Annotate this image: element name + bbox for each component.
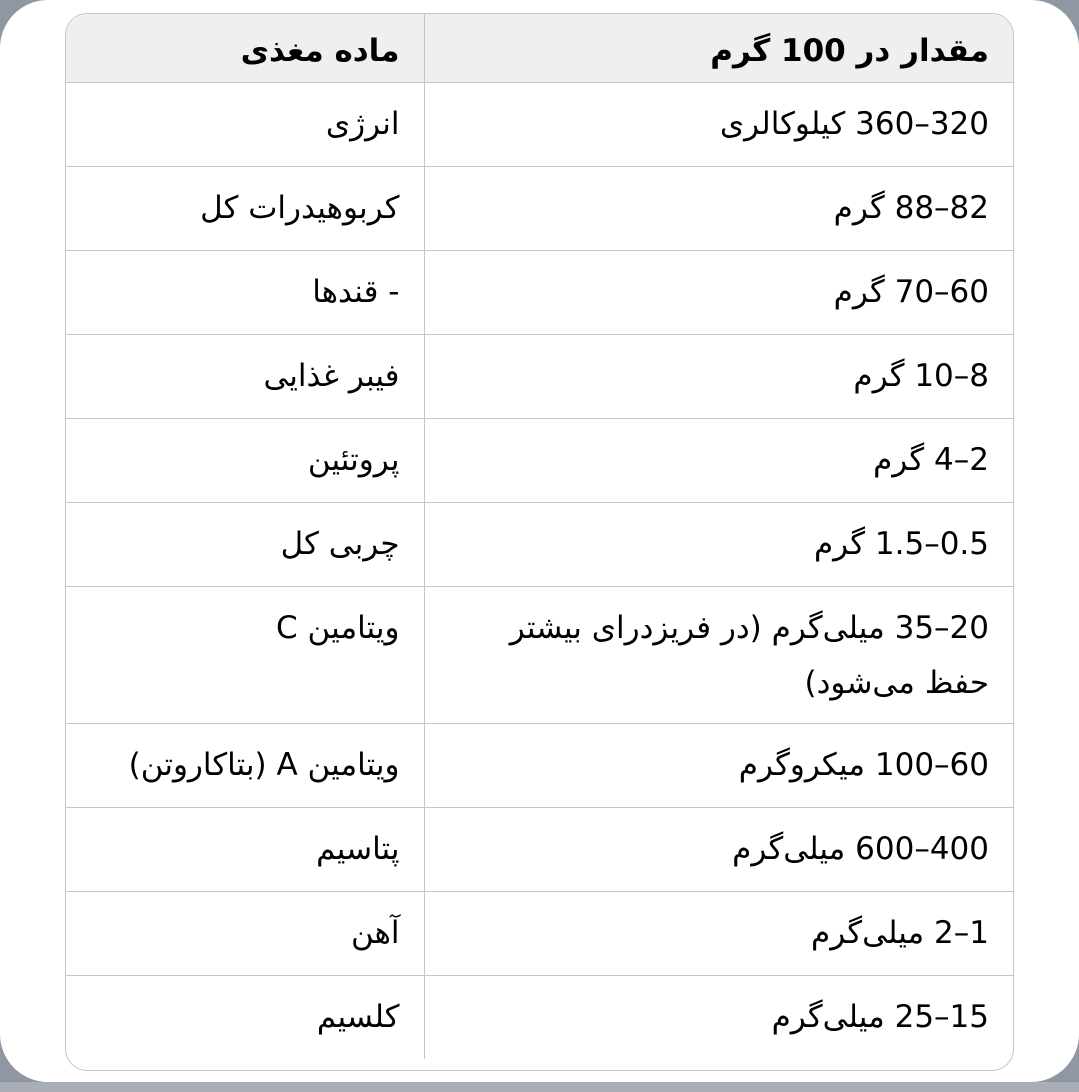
table-row [66, 807, 1013, 891]
nutrient-cell: - قندها [66, 250, 424, 334]
amount-cell: 1–2 میلی‌گرم [424, 891, 1013, 975]
nutrient-cell: کربوهیدرات کل [66, 166, 424, 250]
nutrient-cell: ویتامین A (بتاکاروتن) [66, 723, 424, 807]
backdrop-strip [0, 1082, 1079, 1092]
nutrient-cell: آهن [66, 891, 424, 975]
table-row [66, 334, 1013, 418]
amount-cell: 60–100 میکروگرم [424, 723, 1013, 807]
amount-cell: 320–360 کیلوکالری [424, 82, 1013, 166]
nutrient-cell: ویتامین C [66, 586, 424, 723]
amount-cell: 82–88 گرم [424, 166, 1013, 250]
table-row [66, 250, 1013, 334]
nutrient-cell: پروتئین [66, 418, 424, 502]
amount-cell: 8–10 گرم [424, 334, 1013, 418]
table-row [66, 586, 1013, 723]
amount-cell: 400–600 میلی‌گرم [424, 807, 1013, 891]
table-row [66, 418, 1013, 502]
table-row [66, 975, 1013, 1059]
table-header-row [66, 14, 1013, 82]
nutrient-cell: پتاسیم [66, 807, 424, 891]
nutrient-cell: انرژی [66, 82, 424, 166]
table-row [66, 502, 1013, 586]
nutrient-cell: چربی کل [66, 502, 424, 586]
amount-cell: 2–4 گرم [424, 418, 1013, 502]
amount-cell: 60–70 گرم [424, 250, 1013, 334]
amount-cell: 20–35 میلی‌گرم (در فریزدرای بیشتر حفظ می‌شود) [424, 586, 1013, 723]
amount-cell: 15–25 میلی‌گرم [424, 975, 1013, 1059]
table-row [66, 723, 1013, 807]
nutrition-table [66, 14, 1013, 1059]
nutrition-table-container [65, 13, 1014, 1071]
amount-cell: 0.5–1.5 گرم [424, 502, 1013, 586]
header-amount: مقدار در 100 گرم [424, 14, 1013, 82]
table-row [66, 891, 1013, 975]
table-row [66, 82, 1013, 166]
table-row [66, 166, 1013, 250]
header-nutrient: ماده مغذی [66, 14, 424, 82]
nutrient-cell: فیبر غذایی [66, 334, 424, 418]
nutrient-cell: کلسیم [316, 998, 400, 1035]
